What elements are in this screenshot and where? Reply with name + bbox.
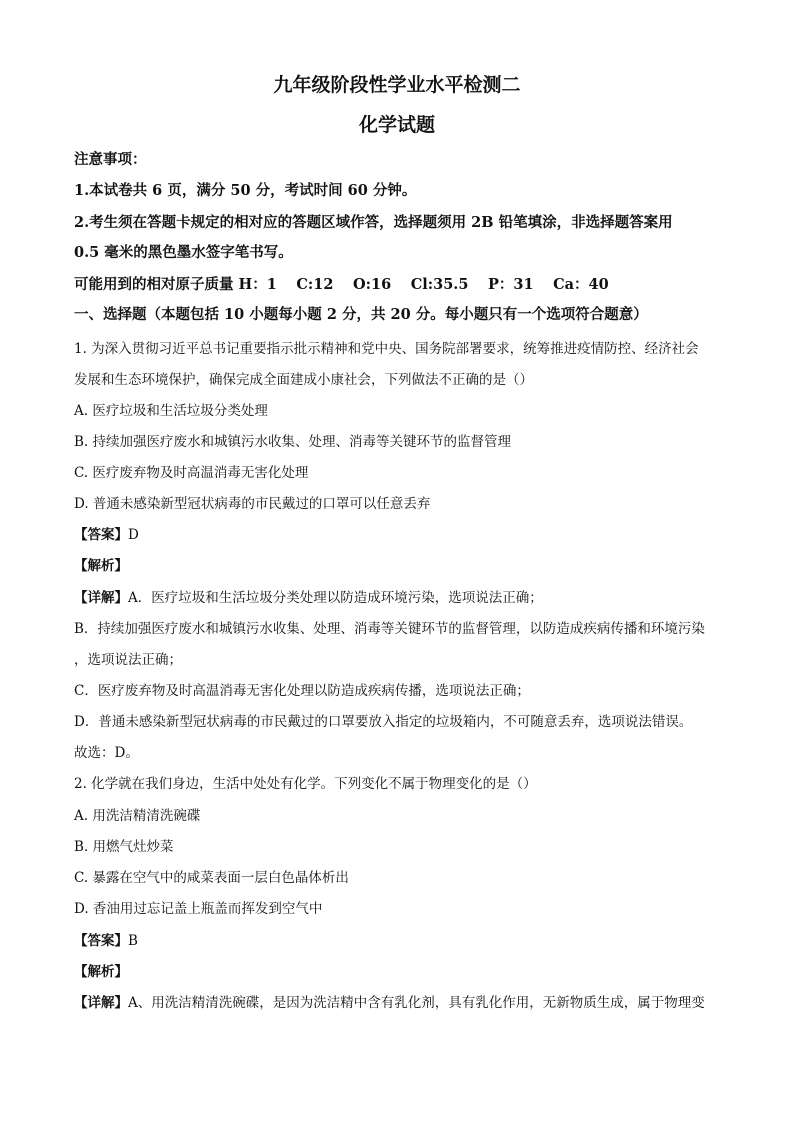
- q1-detail-a: [74, 589, 543, 607]
- notice-heading: 注意事项：: [74, 151, 147, 168]
- q2-option-a: A. 用洗洁精清洗碗碟: [74, 808, 201, 824]
- q2-stem: 2. 化学就在我们身边，生活中处处有化学。下列变化不属于物理变化的是（）: [74, 776, 537, 792]
- q1-option-b: B. 持续加强医疗废水和城镇污水收集、处理、消毒等关键环节的监督管理: [74, 434, 512, 450]
- q1-analysis-tag: 【解析】: [74, 558, 128, 574]
- q1-option-d: D. 普通未感染新型冠状病毒的市民戴过的口罩可以任意丢弃: [74, 496, 431, 512]
- q2-analysis-tag: 【解析】: [74, 964, 128, 980]
- q1-stem-line-2: 发展和生态环境保护，确保完成全面建成小康社会，下列做法不正确的是（）: [74, 372, 533, 388]
- q2-answer: [74, 932, 138, 950]
- q2-detail-tag: 【详解】: [74, 995, 128, 1011]
- q1-option-c: C. 医疗废弃物及时高温消毒无害化处理: [74, 465, 309, 481]
- q1-detail-b-line-2: ，选项说法正确；: [74, 652, 182, 668]
- notice-item-2-line-1: 2.考生须在答题卡规定的相对应的答题区域作答，选择题须用 2B 铅笔填涂，非选择题答案用: [74, 214, 673, 231]
- q1-answer: [74, 526, 139, 544]
- q2-option-c: C. 暴露在空气中的咸菜表面一层白色晶体析出: [74, 870, 349, 886]
- section-1-heading: 一、选择题（本题包括 10 小题每小题 2 分，共 20 分。每小题只有一个选项符合题意）: [74, 306, 648, 323]
- q2-answer-tag: 【答案】: [74, 933, 128, 949]
- q1-detail-c: C．医疗废弃物及时高温消毒无害化处理以防造成疾病传播，选项说法正确；: [74, 683, 530, 699]
- q2-option-d: D. 香油用过忘记盖上瓶盖而挥发到空气中: [74, 901, 323, 917]
- notice-item-1: 1.本试卷共 6 页，满分 50 分，考试时间 60 分钟。: [74, 182, 417, 199]
- q1-conclusion: 故选：D。: [74, 745, 139, 761]
- q1-stem-line-1: 1. 为深入贯彻习近平总书记重要指示批示精神和党中央、国务院部署要求，统筹推进疫情防控、经济社会: [74, 341, 699, 357]
- q2-detail-a-text: A、用洗洁精清洗碗碟，是因为洗洁精中含有乳化剂，具有乳化作用，无新物质生成，属于物理变: [128, 995, 705, 1011]
- exam-subtitle: 化学试题: [358, 114, 435, 136]
- q2-detail-a: [74, 994, 705, 1012]
- q1-detail-a-text: A．医疗垃圾和生活垃圾分类处理以防造成环境污染，选项说法正确；: [128, 590, 543, 606]
- q1-detail-d: D．普通未感染新型冠状病毒的市民戴过的口罩要放入指定的垃圾箱内，不可随意丢弃，选项说法错误。: [74, 714, 693, 730]
- q1-answer-value: D: [128, 527, 139, 543]
- exam-title: 九年级阶段性学业水平检测二: [273, 74, 521, 96]
- atomic-masses: 可能用到的相对原子质量 H：1 C:12 O:16 Cl:35.5 P：31 Ca：40: [74, 276, 609, 293]
- q1-detail-b-line-1: B．持续加强医疗废水和城镇污水收集、处理、消毒等关键环节的监督管理，以防造成疾病传播和环境污染: [74, 621, 705, 637]
- q1-option-a: A. 医疗垃圾和生活垃圾分类处理: [74, 403, 268, 419]
- q2-answer-value: B: [128, 933, 138, 949]
- q1-answer-tag: 【答案】: [74, 527, 128, 543]
- notice-item-2-line-2: 0.5 毫米的黑色墨水签字笔书写。: [74, 244, 293, 261]
- q2-option-b: B. 用燃气灶炒菜: [74, 839, 174, 855]
- q1-detail-tag: 【详解】: [74, 590, 128, 606]
